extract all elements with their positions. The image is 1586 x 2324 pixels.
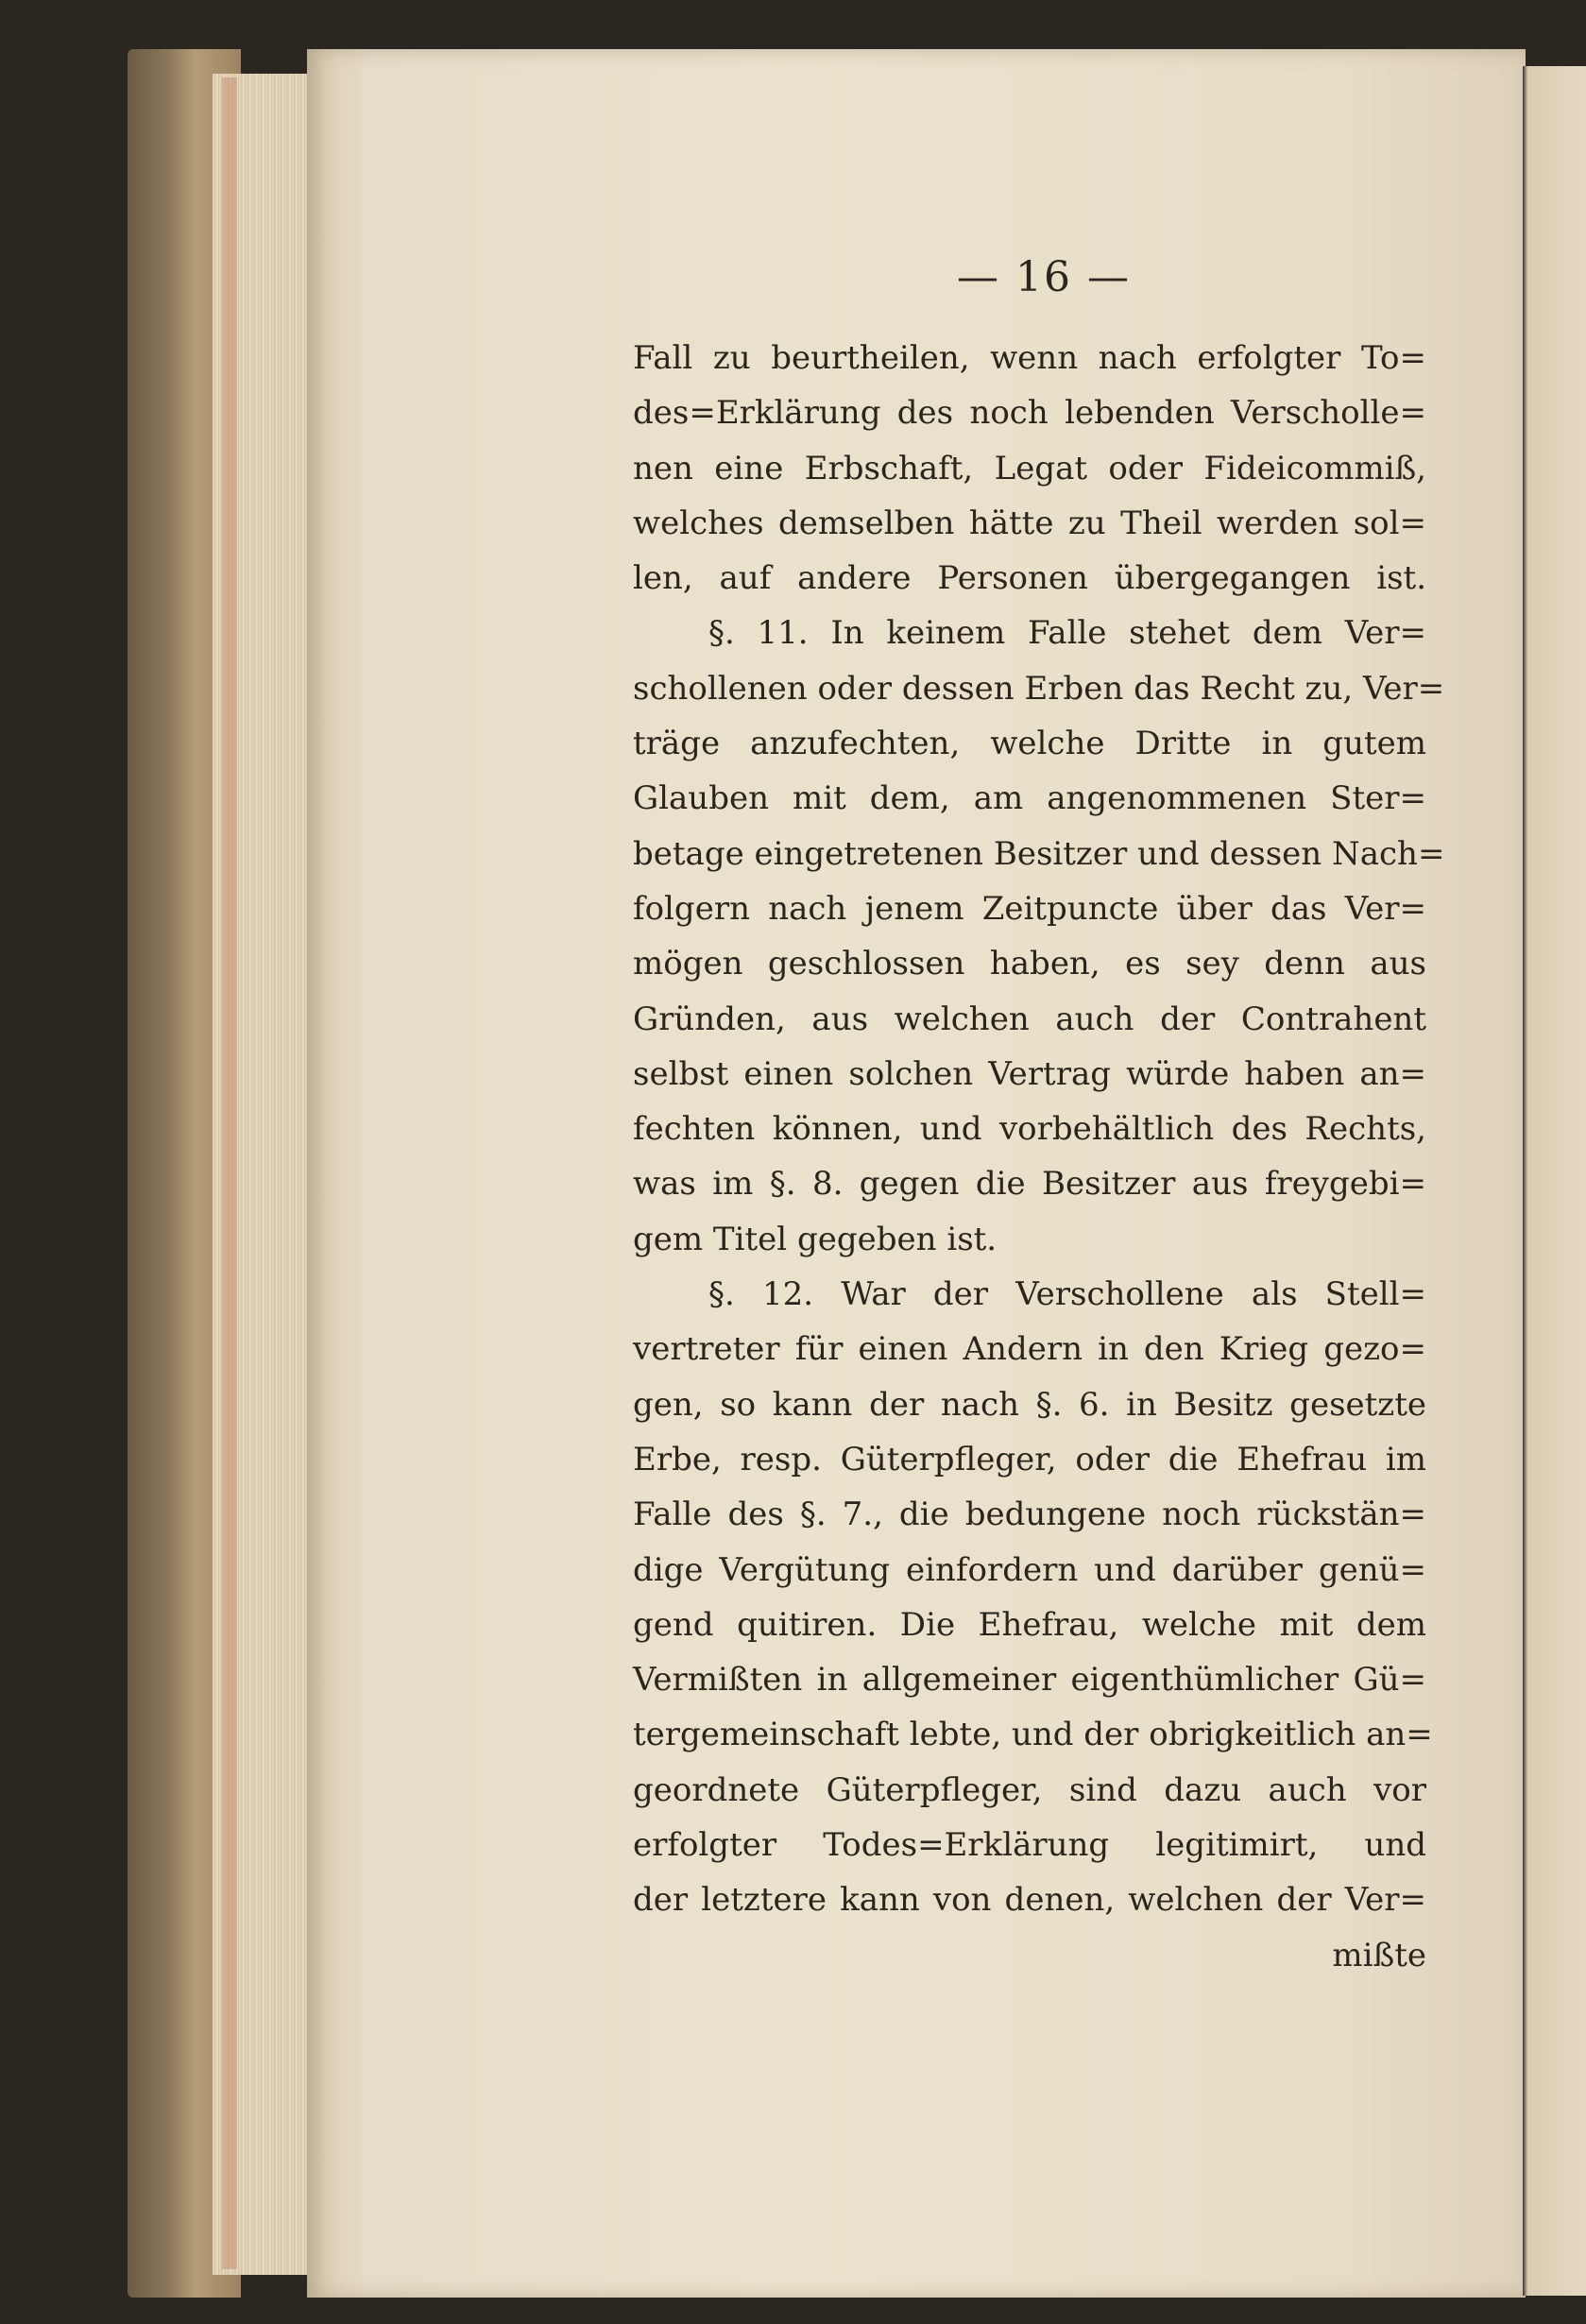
text-line: betage eingetretenen Besitzer und dessen Nach= [633, 834, 1445, 873]
text-line: len, auf andere Personen übergegangen ist. [633, 559, 1426, 598]
text-line: welches demselben hätte zu Theil werden sol= [633, 504, 1426, 542]
text-line: Erbe, resp. Güterpfleger, oder die Ehefrau im [633, 1440, 1426, 1478]
text-line: mögen geschlossen haben, es sey denn aus [633, 945, 1426, 983]
page-edge-tint [222, 77, 237, 2269]
text-line: Falle des §. 7., die bedungene noch rückstän= [633, 1495, 1426, 1534]
text-line: vertreter für einen Andern in den Krieg gezo= [633, 1330, 1426, 1369]
text-line: geordnete Güterpfleger, sind dazu auch vor [633, 1770, 1426, 1809]
facing-page-edge [1523, 66, 1586, 2296]
text-line: des=Erklärung des noch lebenden Verscholle= [633, 394, 1426, 433]
text-line: schollenen oder dessen Erben das Recht zu, Ver= [633, 669, 1445, 708]
page-number: — 16 — [957, 253, 1131, 301]
text-line: tergemeinschaft lebte, und der obrigkeitlich an= [633, 1716, 1433, 1754]
catchword: mißte [1332, 1936, 1426, 1974]
text-line: dige Vergütung einfordern und darüber genü= [633, 1550, 1426, 1589]
text-line: gem Titel gegeben ist. [633, 1220, 998, 1258]
text-line: selbst einen solchen Vertrag würde haben an= [633, 1054, 1426, 1093]
text-line: was im §. 8. gegen die Besitzer aus freygebi= [633, 1165, 1426, 1204]
text-line: erfolgter Todes=Erklärung legitimirt, und [633, 1826, 1426, 1865]
text-line: Vermißten in allgemeiner eigenthümlicher Gü= [633, 1661, 1426, 1700]
text-line: der letztere kann von denen, welchen der Ver= [633, 1881, 1426, 1920]
text-line: fechten können, und vorbehältlich des Rechts, [633, 1110, 1426, 1149]
text-line: Glauben mit dem, am angenommenen Ster= [633, 779, 1426, 818]
section-heading-line: §. 12. War der Verschollene als Stell= [708, 1275, 1426, 1314]
body-text [633, 331, 1445, 1983]
text-line: Fall zu beurtheilen, wenn nach erfolgter To= [633, 339, 1426, 377]
section-heading-line: §. 11. In keinem Falle stehet dem Ver= [708, 614, 1426, 653]
text-line: folgern nach jenem Zeitpuncte über das Ver= [633, 889, 1426, 928]
text-line: nen eine Erbschaft, Legat oder Fideicommiß, [633, 449, 1426, 487]
text-line: Gründen, aus welchen auch der Contrahent [633, 1000, 1426, 1038]
text-line: gend quitiren. Die Ehefrau, welche mit dem [633, 1605, 1426, 1644]
text-line: gen, so kann der nach §. 6. in Besitz gesetzte [633, 1385, 1426, 1424]
text-line: träge anzufechten, welche Dritte in gutem [633, 725, 1426, 763]
